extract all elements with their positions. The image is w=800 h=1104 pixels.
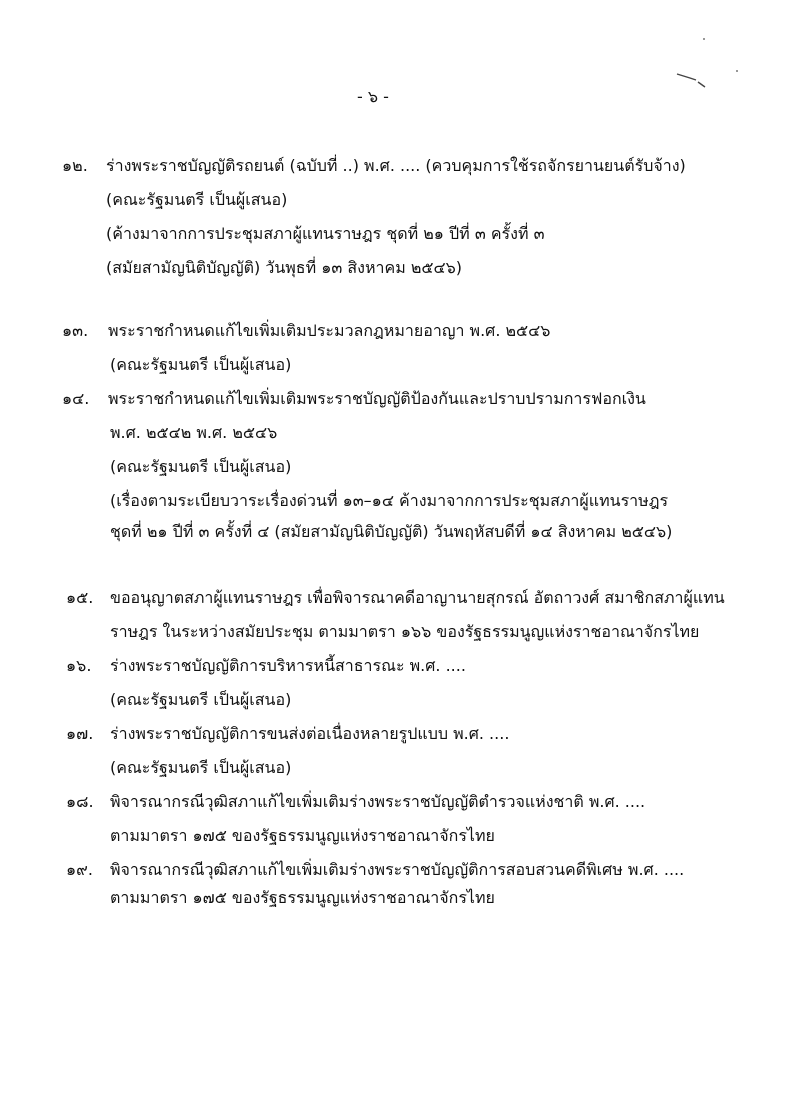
item-line: (สมัยสามัญนิติบัญญัติ) วันพุธที่ ๑๓ สิงหาคม ๒๕๔๖) bbox=[106, 258, 462, 277]
item-number: ๑๘. bbox=[66, 792, 94, 811]
item-number: ๑๗. bbox=[66, 724, 94, 743]
item-number: ๑๙. bbox=[66, 860, 93, 879]
item-line: (ค้างมาจากการประชุมสภาผู้แทนราษฎร ชุดที่ ๒๑ ปีที่ ๓ ครั้งที่ ๓ bbox=[106, 224, 545, 243]
item-line: ตามมาตรา ๑๗๕ ของรัฐธรรมนูญแห่งราชอาณาจักรไทย bbox=[110, 888, 495, 907]
item-line: ขออนุญาตสภาผู้แทนราษฎร เพื่อพิจารณาคดีอาญานายสุกรณ์ อัตถาวงศ์ สมาชิกสภาผู้แทน bbox=[110, 588, 725, 607]
item-line: พระราชกำหนดแก้ไขเพิ่มเติมพระราชบัญญัติป้องกันและปราบปรามการฟอกเงิน bbox=[108, 389, 646, 408]
item-line: พ.ศ. ๒๕๔๒ พ.ศ. ๒๕๔๖ bbox=[110, 423, 278, 442]
item-line: (คณะรัฐมนตรี เป็นผู้เสนอ) bbox=[110, 457, 292, 476]
item-number: ๑๒. bbox=[62, 156, 88, 175]
item-line: ร่างพระราชบัญญัติการบริหารหนี้สาธารณะ พ.ศ. .... bbox=[110, 656, 466, 675]
page-number: - ๖ - bbox=[357, 87, 389, 106]
item-number: ๑๓. bbox=[62, 321, 89, 340]
item-line: พระราชกำหนดแก้ไขเพิ่มเติมประมวลกฎหมายอาญา พ.ศ. ๒๕๔๖ bbox=[108, 321, 551, 340]
item-number: ๑๕. bbox=[66, 588, 94, 607]
scan-dot bbox=[703, 38, 705, 40]
item-line: พิจารณากรณีวุฒิสภาแก้ไขเพิ่มเติมร่างพระราชบัญญัติการสอบสวนคดีพิเศษ พ.ศ. .... bbox=[110, 860, 685, 879]
item-line: ราษฎร ในระหว่างสมัยประชุม ตามมาตรา ๑๖๖ ของรัฐธรรมนูญแห่งราชอาณาจักรไทย bbox=[110, 622, 700, 641]
item-line: ชุดที่ ๒๑ ปีที่ ๓ ครั้งที่ ๔ (สมัยสามัญนิติบัญญัติ) วันพฤหัสบดีที่ ๑๔ สิงหาคม ๒๕๔๖) bbox=[110, 522, 673, 541]
item-line: (คณะรัฐมนตรี เป็นผู้เสนอ) bbox=[106, 190, 288, 209]
item-line: ร่างพระราชบัญญัติรถยนต์ (ฉบับที่ ..) พ.ศ. .... (ควบคุมการใช้รถจักรยานยนต์รับจ้าง) bbox=[106, 156, 686, 175]
item-line: (เรื่องตามระเบียบวาระเรื่องด่วนที่ ๑๓–๑๔ ค้างมาจากการประชุมสภาผู้แทนราษฎร bbox=[110, 491, 669, 510]
scan-dot bbox=[736, 70, 738, 72]
item-line: ตามมาตรา ๑๗๕ ของรัฐธรรมนูญแห่งราชอาณาจักรไทย bbox=[110, 826, 495, 845]
item-line: (คณะรัฐมนตรี เป็นผู้เสนอ) bbox=[110, 690, 292, 709]
item-line: (คณะรัฐมนตรี เป็นผู้เสนอ) bbox=[110, 355, 292, 374]
item-line: ร่างพระราชบัญญัติการขนส่งต่อเนื่องหลายรูปแบบ พ.ศ. .... bbox=[110, 724, 510, 743]
item-line: (คณะรัฐมนตรี เป็นผู้เสนอ) bbox=[110, 758, 292, 777]
item-number: ๑๔. bbox=[62, 389, 90, 408]
item-line: พิจารณากรณีวุฒิสภาแก้ไขเพิ่มเติมร่างพระราชบัญญัติตำรวจแห่งชาติ พ.ศ. .... bbox=[110, 792, 646, 811]
scan-mark bbox=[676, 70, 706, 90]
item-number: ๑๖. bbox=[66, 656, 92, 675]
